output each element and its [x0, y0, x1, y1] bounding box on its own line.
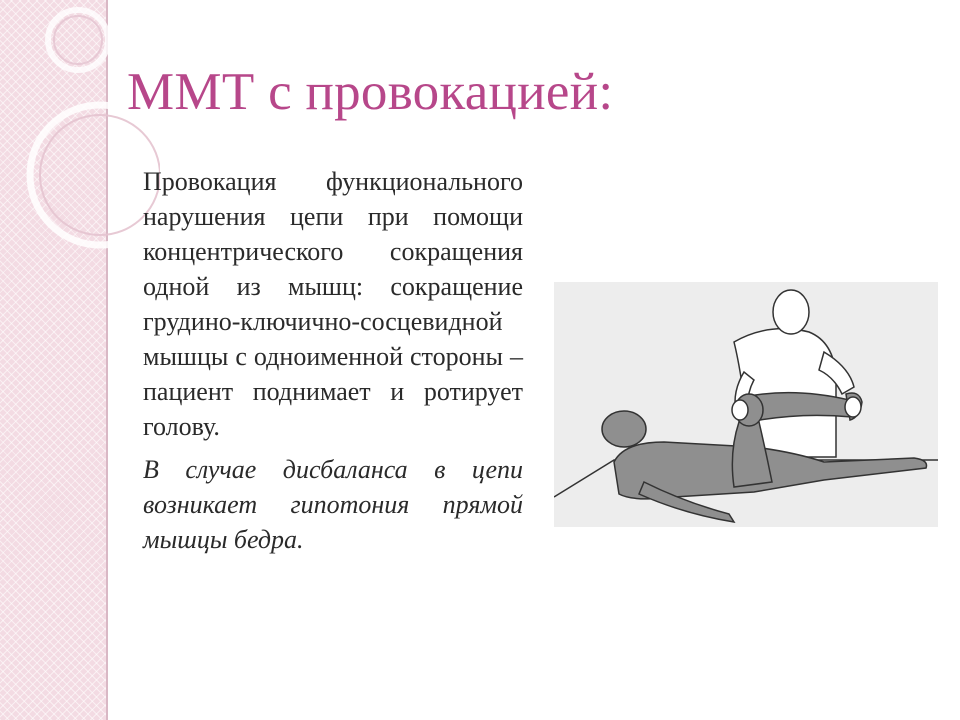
slide-title: ММТ с провокацией:: [127, 63, 614, 121]
decorative-rings: [0, 0, 160, 260]
therapist-left-hand: [732, 400, 748, 420]
small-ring: [48, 10, 108, 70]
italic-note: В случае дисбаланса в цепи возникает гипотония прямой мышцы бедра.: [143, 455, 523, 554]
large-ring: [30, 105, 160, 245]
small-ring-shadow: [54, 16, 102, 64]
slide-body: [143, 164, 523, 557]
large-ring-shadow: [40, 115, 160, 235]
therapist-right-hand: [845, 397, 861, 417]
main-paragraph: Провокация функционального нарушения цепи при помощи концентрического сокращения одной из мышц: сокращение грудино-ключично-сосцевидной мышцы с одноименной стороны – пациент поднимает и ротирует голову.: [143, 167, 523, 441]
illustration-drawing: [554, 282, 938, 527]
patient-hip-flexion-test-illustration: [554, 282, 938, 527]
therapist-head: [773, 290, 809, 334]
patient-head: [602, 411, 646, 447]
